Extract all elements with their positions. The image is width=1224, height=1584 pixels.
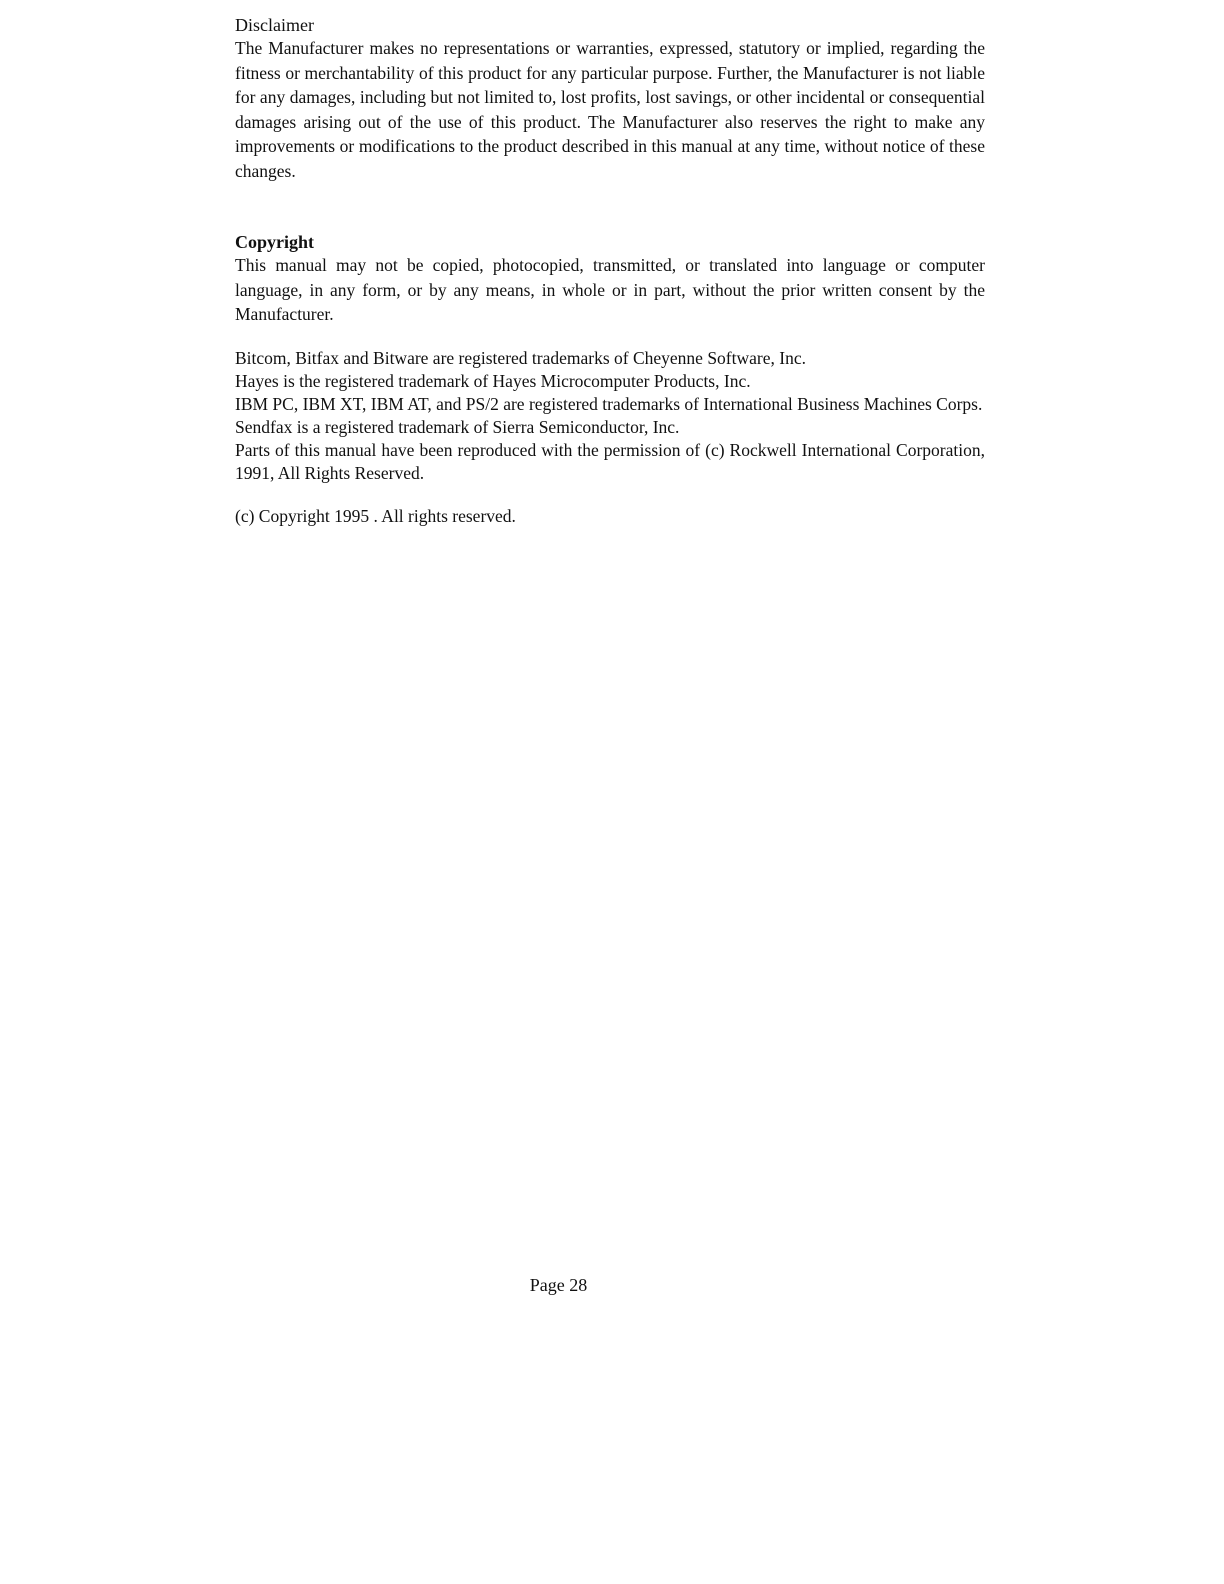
copyright-body: This manual may not be copied, photocopied, transmitted, or translated into language or computer language, in any form, or by any means, in whole or in part, without the prior written consent by the Manufacturer. xyxy=(235,255,985,324)
copyright-notice: (c) Copyright 1995 . All rights reserved. xyxy=(235,505,516,526)
trademarks-section xyxy=(235,347,985,485)
trademark-line: Sendfax is a registered trademark of Sierra Semiconductor, Inc. xyxy=(235,416,680,437)
trademark-line: Hayes is the registered trademark of Hayes Microcomputer Products, Inc. xyxy=(235,370,751,391)
page-number: Page 28 xyxy=(529,1275,588,1295)
copyright-section xyxy=(235,231,985,327)
copyright-heading: Copyright xyxy=(235,232,315,252)
disclaimer-body: The Manufacturer makes no representations or warranties, expressed, statutory or implied, regarding the fitness or merchantability of this product for any particular purpose. Further, the Manufacturer is not liable for any damages, including but not limited to, lost profits, lost savings, or other incidental or consequential damages arising out of the use of this product. The Manufacturer also reserves the right to make any improvements or modifications to the product described in this manual at any time, without notice of these changes. xyxy=(235,38,985,181)
trademark-line: IBM PC, IBM XT, IBM AT, and PS/2 are registered trademarks of International Business Machines Corps. xyxy=(235,393,983,414)
trademark-line: Parts of this manual have been reproduced with the permission of (c) Rockwell International Corporation, 1991, All Rights Reserved. xyxy=(235,439,985,483)
document-content xyxy=(235,14,985,528)
disclaimer-section xyxy=(235,14,985,183)
disclaimer-heading: Disclaimer xyxy=(235,15,314,35)
trademark-line: Bitcom, Bitfax and Bitware are registered trademarks of Cheyenne Software, Inc. xyxy=(235,347,806,368)
